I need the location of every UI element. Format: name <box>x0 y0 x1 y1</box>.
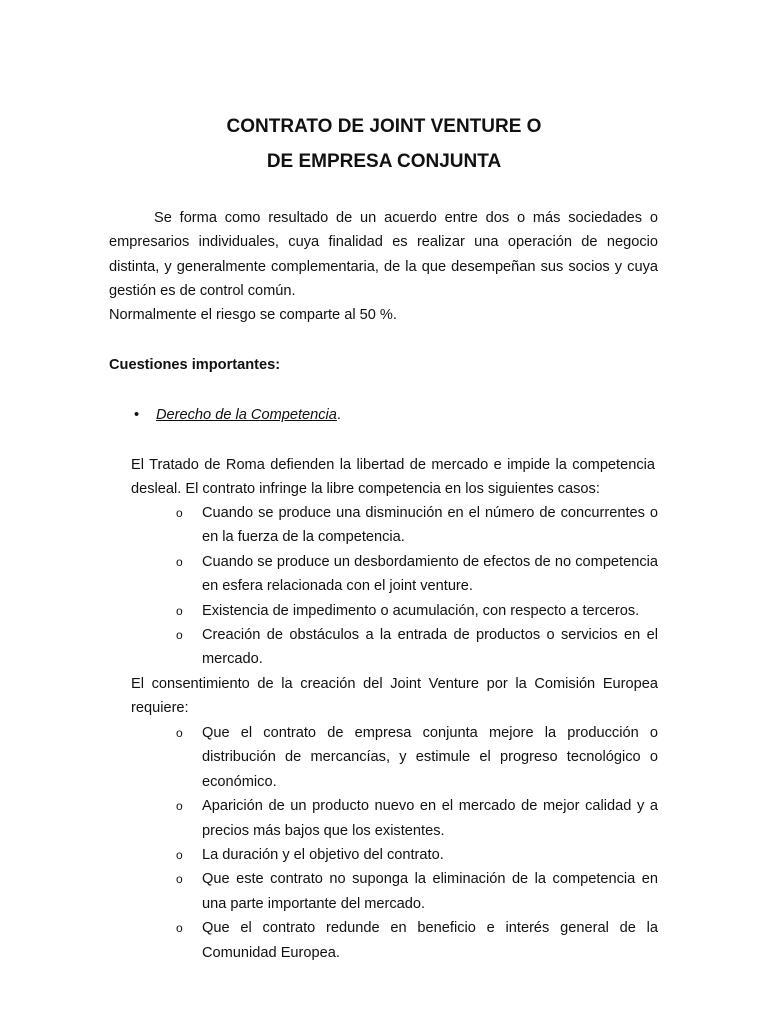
intro-paragraph <box>109 206 658 304</box>
circle-bullet-icon: o <box>176 848 183 863</box>
consentimiento-paragraph: El consentimiento de la creación del Joint Venture por la Comisión Europea requiere: <box>131 676 658 717</box>
list-item: o Que el contrato redunde en beneficio e interés general de la Comunidad Europea. <box>176 916 658 965</box>
circle-bullet-icon: o <box>176 603 183 618</box>
list-item: o La duración y el objetivo del contrato. <box>176 843 658 867</box>
bullet-icon: • <box>134 407 140 423</box>
circle-bullet-icon: o <box>176 921 183 936</box>
bullet-text: Derecho de la Competencia <box>156 407 337 423</box>
bullet-item <box>134 403 341 427</box>
list-item: o Que el contrato de empresa conjunta mejore la producción o distribución de mercancías, y estimule el progreso tecnológico o económico. <box>176 721 658 794</box>
circle-bullet-icon: o <box>176 506 183 520</box>
intro-text: Se forma como resultado de un acuerdo entre dos o más sociedades o empresarios individuales, cuya finalidad es realizar una operación de negocio distinta, y generalmente complementaria, de la que desempeñan sus socios y cuya gestión es de control común. <box>109 210 658 300</box>
circle-bullet-icon: o <box>176 628 183 643</box>
list-item: o Aparición de un producto nuevo en el mercado de mejor calidad y a precios más bajos que los existentes. <box>176 794 658 843</box>
circle-bullet-icon: o <box>176 799 183 814</box>
circle-bullet-icon: o <box>176 872 183 887</box>
bullet-period: . <box>336 407 341 423</box>
circle-bullet-icon: o <box>176 554 183 569</box>
list-item: o Que este contrato no suponga la eliminación de la competencia en una parte importante del mercado. <box>176 867 658 916</box>
list-item: o Cuando se produce una disminución en el número de concurrentes o en la fuerza de la competencia. <box>176 501 658 550</box>
list-item: o Existencia de impedimento o acumulación, con respecto a terceros. <box>176 599 658 623</box>
title-line-1: CONTRATO DE JOINT VENTURE O <box>226 116 542 137</box>
title-line-2: DE EMPRESA CONJUNTA <box>266 151 502 172</box>
list-item: o Creación de obstáculos a la entrada de productos o servicios en el mercado. <box>176 623 658 672</box>
risk-line: Normalmente el riesgo se comparte al 50 %. <box>109 307 397 323</box>
circle-bullet-icon: o <box>176 726 183 740</box>
section-heading: Cuestiones importantes: <box>109 357 281 373</box>
competencia-paragraph: El Tratado de Roma defienden la libertad de mercado e impide la competencia desleal. El contrato infringe la libre competencia en los siguientes casos: <box>131 457 655 498</box>
cases-list <box>176 501 658 672</box>
requirements-list <box>176 721 658 965</box>
list-item: o Cuando se produce un desbordamiento de efectos de no competencia en esfera relacionada con el joint venture. <box>176 550 658 599</box>
